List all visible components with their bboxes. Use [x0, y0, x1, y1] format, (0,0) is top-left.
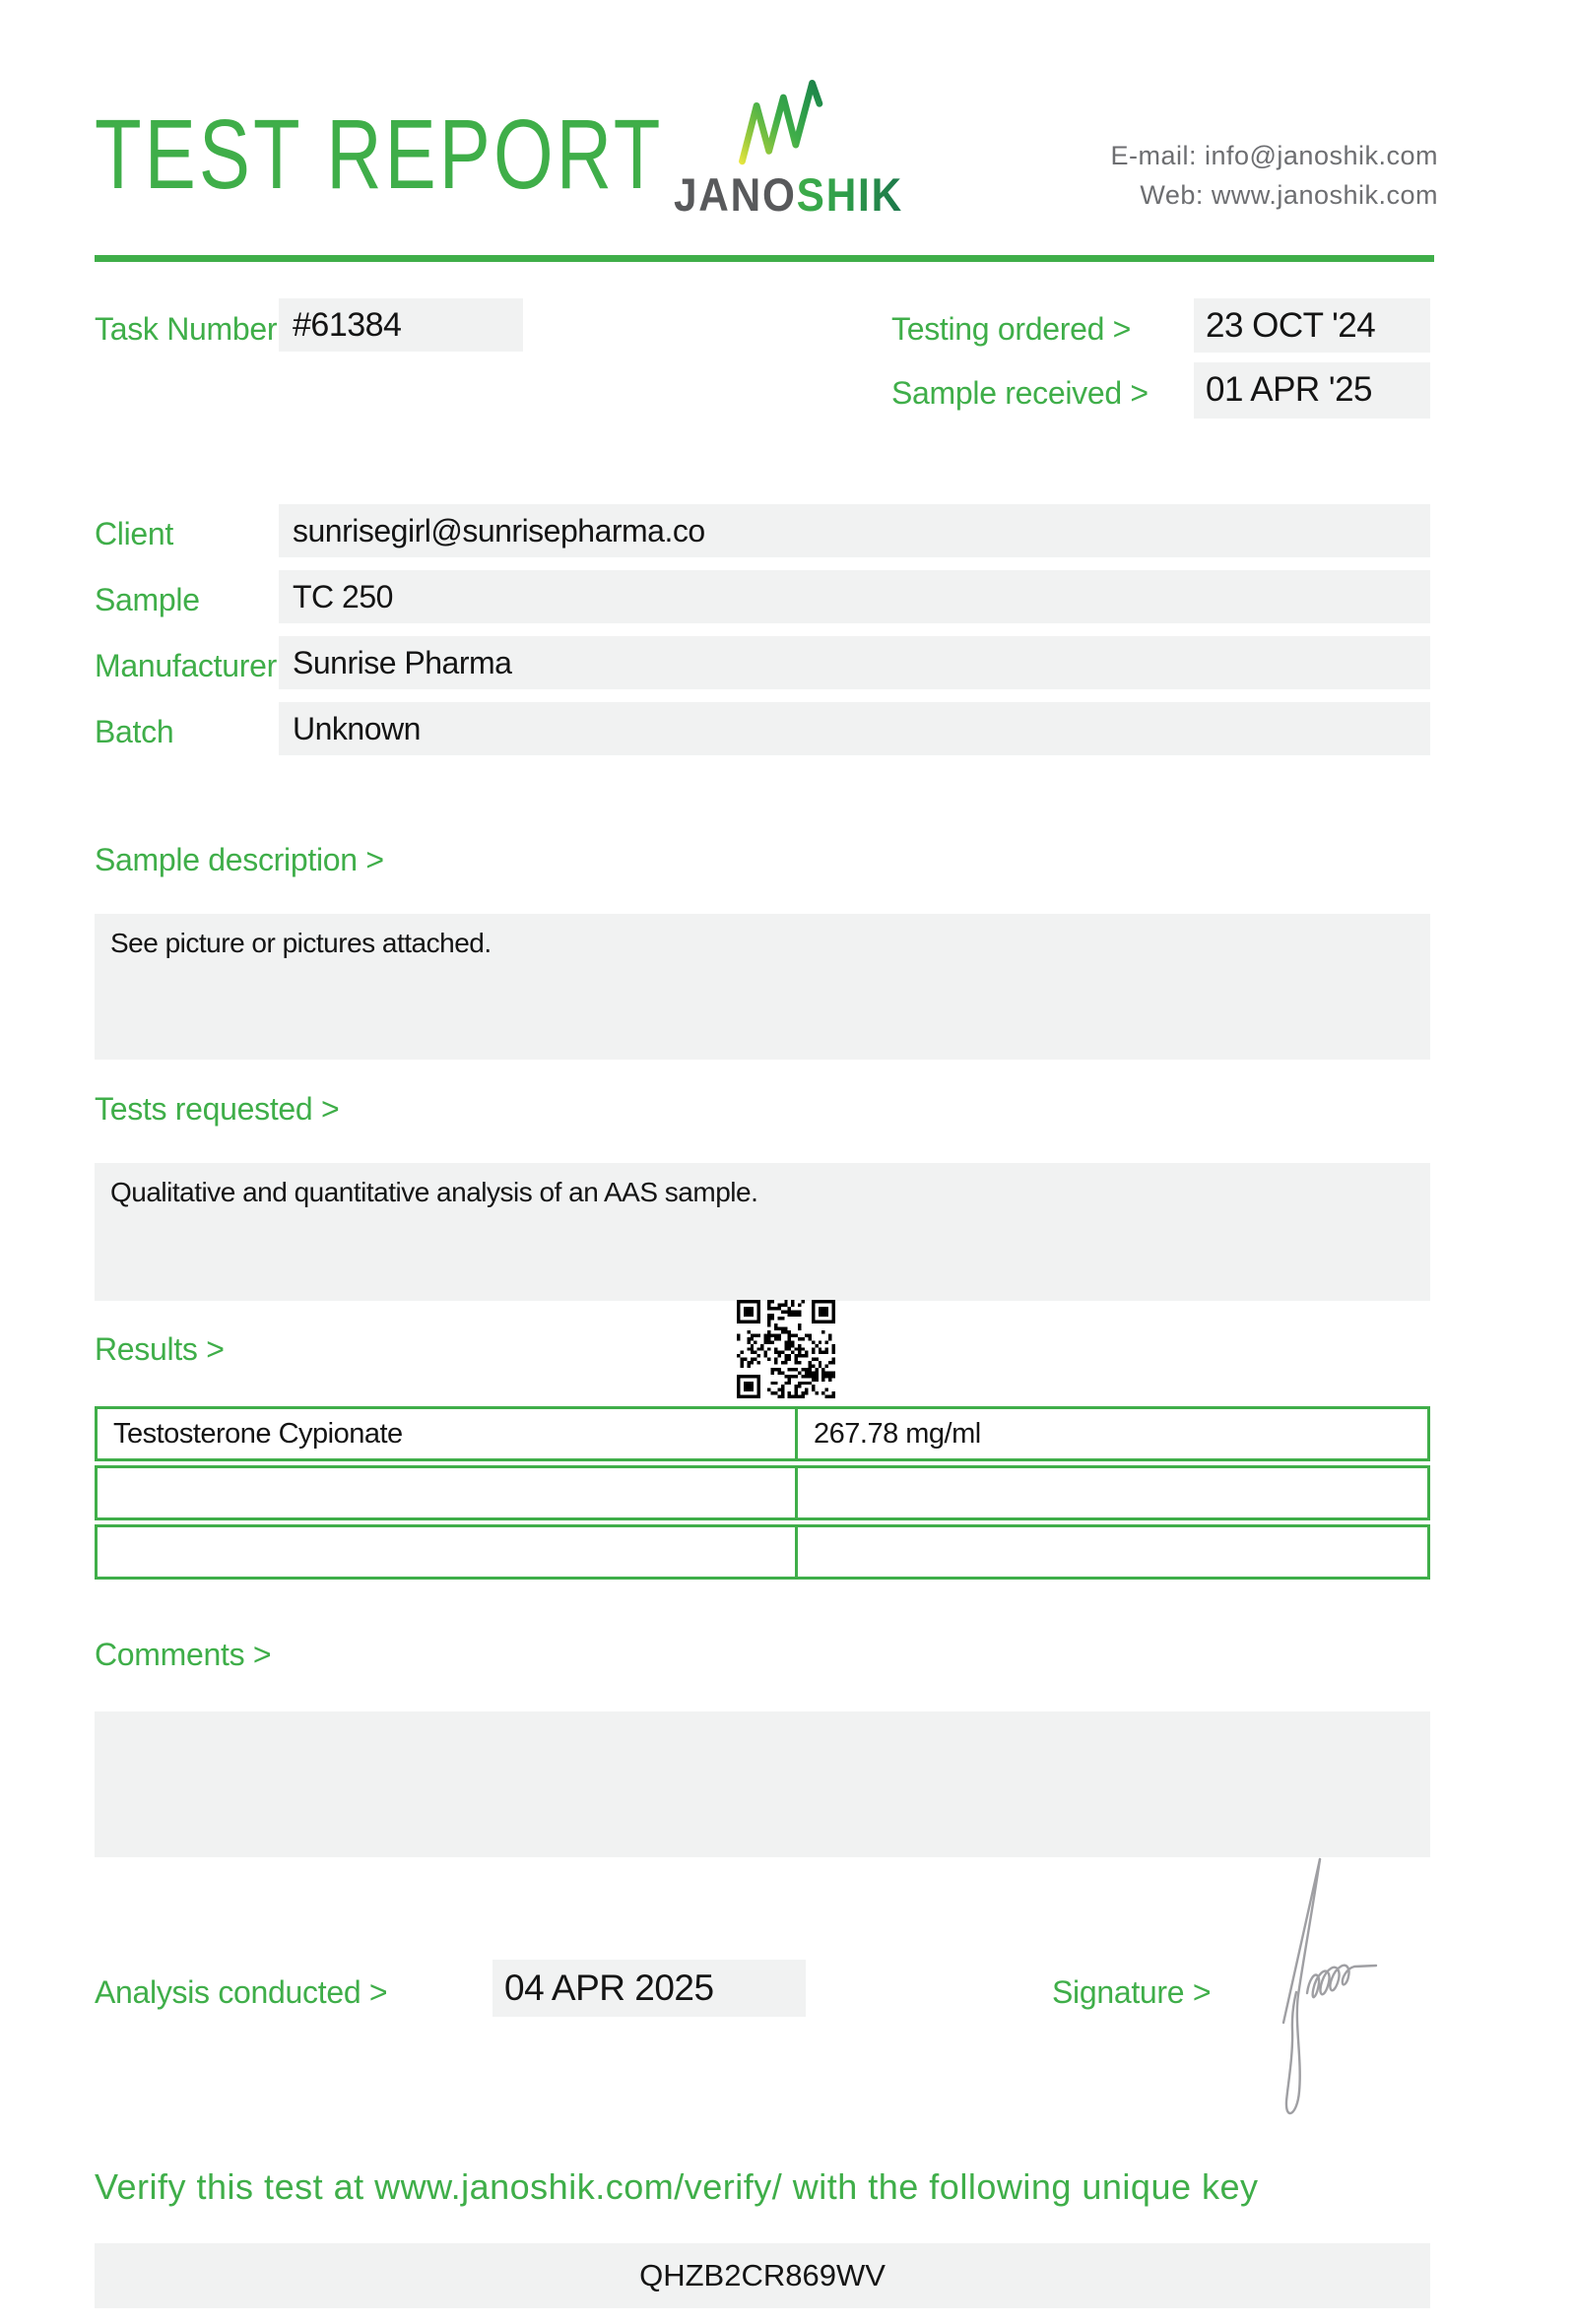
analysis-date-value: 04 APR 2025 — [504, 1968, 714, 2008]
sample-description-label: Sample description > — [95, 842, 384, 877]
verify-instruction-text: Verify this test at www.janoshik.com/verify/ with the following unique key — [95, 2166, 1259, 2207]
tests-requested-box — [95, 1163, 1430, 1301]
analyte-cell — [98, 1527, 798, 1577]
analyte-cell: Testosterone Cypionate — [98, 1409, 798, 1458]
janoshik-logo-text — [611, 167, 965, 219]
verify-key-value: QHZB2CR869WV — [639, 2258, 886, 2292]
contact-block — [1110, 136, 1438, 215]
batch-label: Batch — [95, 714, 174, 749]
header-divider — [95, 255, 1434, 262]
task-number-value: #61384 — [293, 306, 402, 344]
logo-shik: SHIK — [796, 168, 903, 221]
task-number-label: Task Number — [95, 311, 278, 347]
testing-ordered-label: Testing ordered > — [891, 311, 1132, 347]
result-cell: 267.78 mg/ml — [814, 1418, 981, 1450]
sample-received-box — [1194, 362, 1430, 419]
signature-label: Signature > — [1052, 1974, 1212, 2010]
tests-requested-text: Qualitative and quantitative analysis of an AAS sample. — [110, 1177, 758, 1207]
client-label: Client — [95, 516, 174, 551]
qr-code — [737, 1300, 835, 1398]
testing-ordered-value: 23 OCT '24 — [1206, 306, 1376, 345]
table-row — [95, 1406, 1430, 1461]
result-cell — [798, 1468, 1427, 1517]
analysis-conducted-label: Analysis conducted > — [95, 1974, 388, 2010]
client-value: sunrisegirl@sunrisepharma.co — [293, 513, 705, 549]
table-row — [95, 1465, 1430, 1520]
tests-requested-label: Tests requested > — [95, 1091, 340, 1127]
comments-text — [95, 1711, 1430, 1725]
logo-jano: JANO — [673, 168, 797, 221]
sample-box — [279, 570, 1430, 623]
email-text: E-mail: info@janoshik.com — [1110, 141, 1438, 170]
sample-label: Sample — [95, 582, 200, 617]
sample-value: TC 250 — [293, 579, 393, 614]
comments-label: Comments > — [95, 1637, 272, 1672]
analysis-date-box — [492, 1960, 806, 2017]
manufacturer-value: Sunrise Pharma — [293, 645, 512, 680]
analyte-cell — [98, 1468, 798, 1517]
batch-value: Unknown — [293, 711, 421, 746]
table-row — [95, 1524, 1430, 1580]
verify-key-box — [95, 2243, 1430, 2308]
manufacturer-box — [279, 636, 1430, 689]
batch-box — [279, 702, 1430, 755]
results-table — [95, 1406, 1430, 1583]
sample-description-text: See picture or pictures attached. — [110, 928, 492, 958]
comments-box — [95, 1711, 1430, 1857]
sample-received-value: 01 APR '25 — [1206, 370, 1373, 409]
janoshik-chart-logo-icon — [739, 75, 837, 165]
manufacturer-label: Manufacturer — [95, 648, 277, 683]
testing-ordered-box — [1194, 298, 1430, 353]
sample-received-label: Sample received > — [891, 375, 1149, 411]
sample-description-box — [95, 914, 1430, 1060]
page-title: TEST REPORT — [95, 99, 664, 210]
task-number-box — [279, 298, 523, 352]
results-label: Results > — [95, 1331, 225, 1367]
result-cell — [798, 1527, 1427, 1577]
signature-scribble — [1266, 1847, 1394, 2138]
web-text: Web: www.janoshik.com — [1140, 180, 1438, 210]
client-box — [279, 504, 1430, 557]
